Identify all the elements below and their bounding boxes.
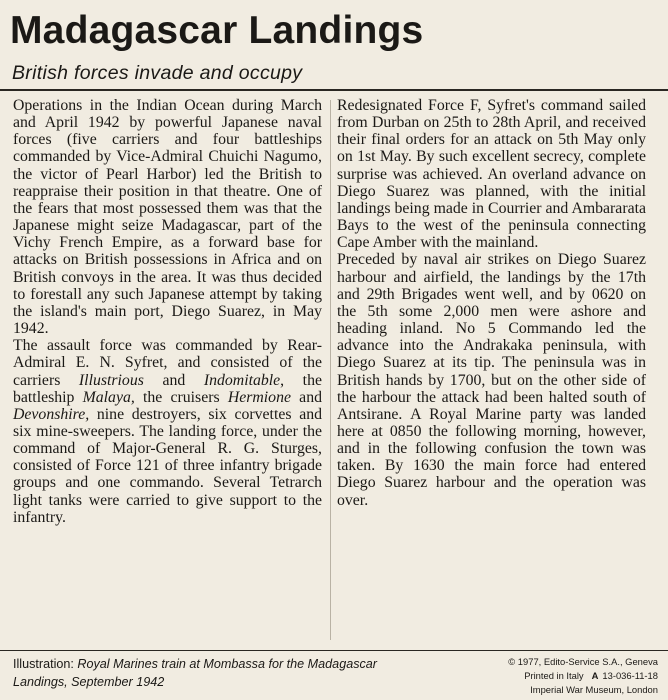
header bbox=[0, 0, 668, 94]
column-divider bbox=[330, 100, 331, 640]
copyright-line: © 1977, Edito-Service S.A., Geneva bbox=[508, 656, 658, 667]
credits bbox=[418, 655, 658, 697]
article-paragraph-1: Operations in the Indian Ocean during March and April 1942 by powerful Japanese naval forces (five carriers and four battleships commanded by Vice-Admiral Chuichi Nagumo, the victor of Pearl Harbor) led the British to reappraise their position in that theatre. One of the fears that most possessed them was that the Japanese might seize Madagascar, part of the Vichy French Empire, as a forward base for attacks on British possessions in Africa and on British convoys in the area. It was thus decided to forestall any such Japanese attempt by taking the island's main port, Diego Suarez, in May 1942. bbox=[13, 97, 322, 338]
text-run: the cruisers bbox=[134, 388, 228, 406]
ship-name-indomitable: Indomitable bbox=[203, 371, 281, 389]
page-title: Madagascar Landings bbox=[10, 9, 424, 52]
caption-text: Royal Marines train at Mombassa for the Madagascar Landings, September 1942 bbox=[13, 657, 377, 689]
museum-credit: Imperial War Museum, London bbox=[530, 684, 658, 695]
text-run: , the battleship bbox=[13, 371, 322, 406]
ship-name-malaya: Malaya, bbox=[82, 388, 135, 406]
card-code: 13-036-11-18 bbox=[602, 670, 658, 681]
printed-in: Printed in Italy bbox=[524, 670, 584, 681]
caption-label: Illustration: bbox=[13, 657, 78, 671]
text-run: and bbox=[143, 371, 204, 389]
ship-name-illustrious: Illustrious bbox=[78, 371, 144, 389]
page-subtitle: British forces invade and occupy bbox=[12, 62, 303, 84]
article-column-right bbox=[337, 97, 646, 509]
top-rule bbox=[0, 89, 668, 91]
illustration-caption bbox=[13, 655, 433, 691]
print-code-line bbox=[418, 669, 658, 683]
article-paragraph-2 bbox=[13, 337, 322, 526]
text-run: nine destroyers, six corvettes and six mine-sweepers. The landing force, under the command of Major-General R. G. Sturges, consisted of Force 121 of three infantry brigade groups and one commando. Several Tetrarch light tanks were carried to give support to the infantry. bbox=[13, 405, 322, 526]
bottom-rule bbox=[0, 650, 668, 651]
text-run: and bbox=[291, 388, 322, 406]
ship-name-devonshire: Devonshire, bbox=[13, 405, 90, 423]
card-code-letter: A bbox=[591, 670, 599, 681]
text-run: The assault force was commanded by Rear-Admiral E. N. Syfret, and consisted of the carriers bbox=[13, 337, 322, 389]
ship-name-hermione: Hermione bbox=[227, 388, 291, 406]
article-paragraph-3: Redesignated Force F, Syfret's command sailed from Durban on 25th to 28th April, and received their final orders for an attack on 5th May only on 1st May. By such excellent secrecy, complete surprise was achieved. An overland advance on Diego Suarez was planned, with the initial landings being made in Courrier and Ambararata Bays to the west of the peninsula connecting Cape Amber with the mainland. bbox=[337, 97, 646, 252]
article-paragraph-4: Preceded by naval air strikes on Diego Suarez harbour and airfield, the landings by the 17th and 29th Brigades went well, and by 0620 on the 5th some 2,000 men were ashore and heading inland. No 5 Commando led the advance into the Andrakaka peninsula, with Diego Suarez at its tip. The peninsula was in British hands by 1700, but on the other side of the harbour the attack had been halted south of Antsirane. A Royal Marine party was landed here at 0850 the following morning, however, and in the following confusion the town was taken. By 1630 the main force had entered Diego Suarez harbour and the operation was over. bbox=[337, 251, 646, 509]
article-column-left bbox=[13, 97, 322, 526]
